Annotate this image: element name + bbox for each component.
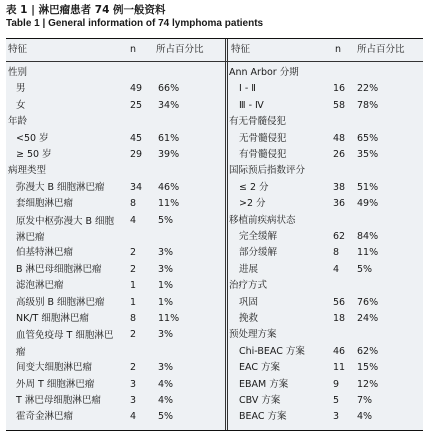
right-row-n: 18 (333, 313, 346, 324)
left-row-label: 原发中枢弥漫大 B 细胞淋巴瘤 (16, 215, 115, 243)
left-row-n: 3 (130, 378, 137, 390)
right-row-n: 36 (333, 198, 346, 210)
left-row-label: 外周 T 细胞淋巴瘤 (16, 378, 95, 390)
right-row-n: 56 (333, 296, 346, 308)
right-row-percent: 51% (357, 181, 379, 193)
right-row-percent: 15% (357, 362, 379, 374)
left-row-label: B 淋巴母细胞淋巴瘤 (16, 263, 102, 275)
left-row-percent: 11% (158, 198, 180, 210)
left-row-percent: 1% (158, 296, 174, 308)
right-row-percent: 49% (357, 198, 379, 210)
left-row-percent: 61% (158, 132, 180, 144)
left-row-label: 高级别 B 细胞淋巴瘤 (16, 296, 105, 308)
left-row-percent: 3% (158, 247, 174, 259)
right-row-percent: 11% (357, 247, 379, 259)
table-caption-en: Table 1 | General information of 74 lymphoma patients (6, 18, 264, 29)
right-row-label: ≤ 2 分 (239, 181, 269, 193)
left-row-label: 伯基特淋巴瘤 (16, 247, 74, 259)
table-header-row (6, 39, 423, 62)
right-row-n: 4 (333, 263, 340, 275)
left-row-label: 女 (16, 99, 26, 111)
right-row-n: 48 (333, 132, 346, 144)
left-row-label: T 淋巴母细胞淋巴瘤 (16, 395, 101, 406)
left-row-n: 2 (130, 329, 137, 341)
left-row-percent: 66% (158, 83, 180, 95)
header-feature-left: 特征 (8, 44, 28, 55)
left-row-label: 滤泡淋巴瘤 (16, 280, 64, 292)
right-group-label: Ann Arbor 分期 (229, 67, 299, 78)
right-row-label: >2 分 (239, 198, 266, 210)
right-row-n: 26 (333, 149, 346, 160)
left-row-label: 套细胞淋巴瘤 (16, 198, 74, 210)
right-row-n: 11 (333, 362, 346, 374)
right-row-label: BEAC 方案 (239, 411, 287, 423)
left-row-n: 2 (130, 362, 137, 374)
left-group-label: 病理类型 (8, 165, 47, 177)
left-row-label: 霍奇金淋巴瘤 (16, 411, 74, 423)
right-row-percent: 12% (357, 378, 379, 390)
right-row-n: 9 (333, 378, 340, 390)
left-row-n: 29 (130, 149, 143, 160)
right-row-label: Ⅲ - Ⅳ (239, 99, 264, 111)
left-row-percent: 3% (158, 362, 174, 374)
right-row-n: 38 (333, 181, 346, 193)
right-row-percent: 7% (357, 395, 373, 406)
right-row-n: 5 (333, 395, 340, 406)
left-row-percent: 4% (158, 378, 174, 390)
left-row-label: <50 岁 (16, 132, 49, 144)
left-row-n: 4 (130, 411, 137, 423)
table-caption-cn: 表 1 | 淋巴瘤患者 74 例一般资料 (6, 4, 166, 16)
right-row-label: 有骨髓侵犯 (239, 149, 287, 160)
left-row-label: 间变大细胞淋巴瘤 (16, 362, 93, 374)
right-row-percent: 5% (357, 263, 373, 275)
right-row-n: 58 (333, 99, 346, 111)
right-row-n: 62 (333, 231, 346, 242)
left-row-n: 1 (130, 280, 137, 292)
right-row-label: 巩固 (239, 296, 259, 308)
right-row-label: 完全缓解 (239, 231, 278, 242)
left-row-percent: 3% (158, 263, 174, 275)
left-row-label: NK/T 细胞淋巴瘤 (16, 313, 89, 324)
right-group-label: 国际预后指数评分 (229, 165, 306, 177)
left-row-n: 49 (130, 83, 143, 95)
left-row-percent: 1% (158, 280, 174, 292)
left-row-n: 2 (130, 247, 137, 259)
right-group-label: 移植前疾病状态 (229, 214, 296, 226)
left-row-label: 男 (16, 83, 26, 95)
left-row-n: 1 (130, 296, 137, 308)
column-divider (225, 39, 228, 430)
left-row-n: 8 (130, 198, 137, 210)
right-row-label: Chi-BEAC 方案 (239, 345, 305, 357)
left-row-n: 25 (130, 99, 143, 111)
left-group-label: 性别 (8, 67, 28, 78)
header-n-left: n (130, 44, 137, 55)
right-row-percent: 22% (357, 83, 379, 95)
left-row-label: ≥ 50 岁 (16, 149, 52, 160)
left-row-label: 血管免疫母 T 细胞淋巴瘤 (16, 330, 114, 358)
left-row-percent: 34% (158, 99, 180, 111)
left-row-percent: 3% (158, 329, 174, 341)
right-row-n: 3 (333, 411, 340, 423)
header-feature-right: 特征 (231, 44, 251, 55)
right-row-label: Ⅰ - Ⅱ (239, 83, 256, 95)
right-row-n: 8 (333, 247, 340, 259)
left-row-percent: 4% (158, 395, 174, 406)
left-row-n: 45 (130, 132, 143, 144)
right-row-percent: 35% (357, 149, 379, 160)
header-percent-left: 所占百分比 (156, 44, 204, 55)
right-row-label: 进展 (239, 263, 259, 275)
right-row-percent: 76% (357, 296, 379, 308)
left-row-percent: 5% (158, 411, 174, 423)
right-row-percent: 62% (357, 345, 379, 357)
right-group-label: 预处理方案 (229, 329, 277, 341)
left-row-n: 34 (130, 181, 143, 193)
left-row-n: 3 (130, 395, 137, 406)
right-row-n: 16 (333, 83, 346, 95)
left-row-percent: 11% (158, 313, 180, 324)
right-row-n: 46 (333, 345, 346, 357)
right-row-label: 无骨髓侵犯 (239, 132, 287, 144)
right-row-percent: 4% (357, 411, 373, 423)
right-row-label: EBAM 方案 (239, 378, 289, 390)
right-group-label: 治疗方式 (229, 280, 268, 292)
data-table (6, 38, 423, 431)
left-row-n: 8 (130, 313, 137, 324)
right-row-label: CBV 方案 (239, 395, 281, 406)
right-row-label: 挽救 (239, 313, 259, 324)
right-group-label: 有无骨髓侵犯 (229, 116, 287, 128)
right-row-percent: 78% (357, 99, 379, 111)
left-row-n: 4 (130, 214, 137, 226)
right-row-label: 部分缓解 (239, 247, 278, 259)
header-percent-right: 所占百分比 (357, 44, 405, 55)
left-row-percent: 39% (158, 149, 180, 160)
left-row-label: 弥漫大 B 细胞淋巴瘤 (16, 181, 105, 193)
left-group-label: 年龄 (8, 116, 28, 128)
right-row-percent: 84% (357, 231, 379, 242)
right-row-percent: 65% (357, 132, 379, 144)
right-row-percent: 24% (357, 313, 379, 324)
left-row-percent: 46% (158, 181, 180, 193)
left-row-percent: 5% (158, 214, 174, 226)
right-row-label: EAC 方案 (239, 362, 280, 374)
header-n-right: n (335, 44, 342, 55)
left-row-n: 2 (130, 263, 137, 275)
